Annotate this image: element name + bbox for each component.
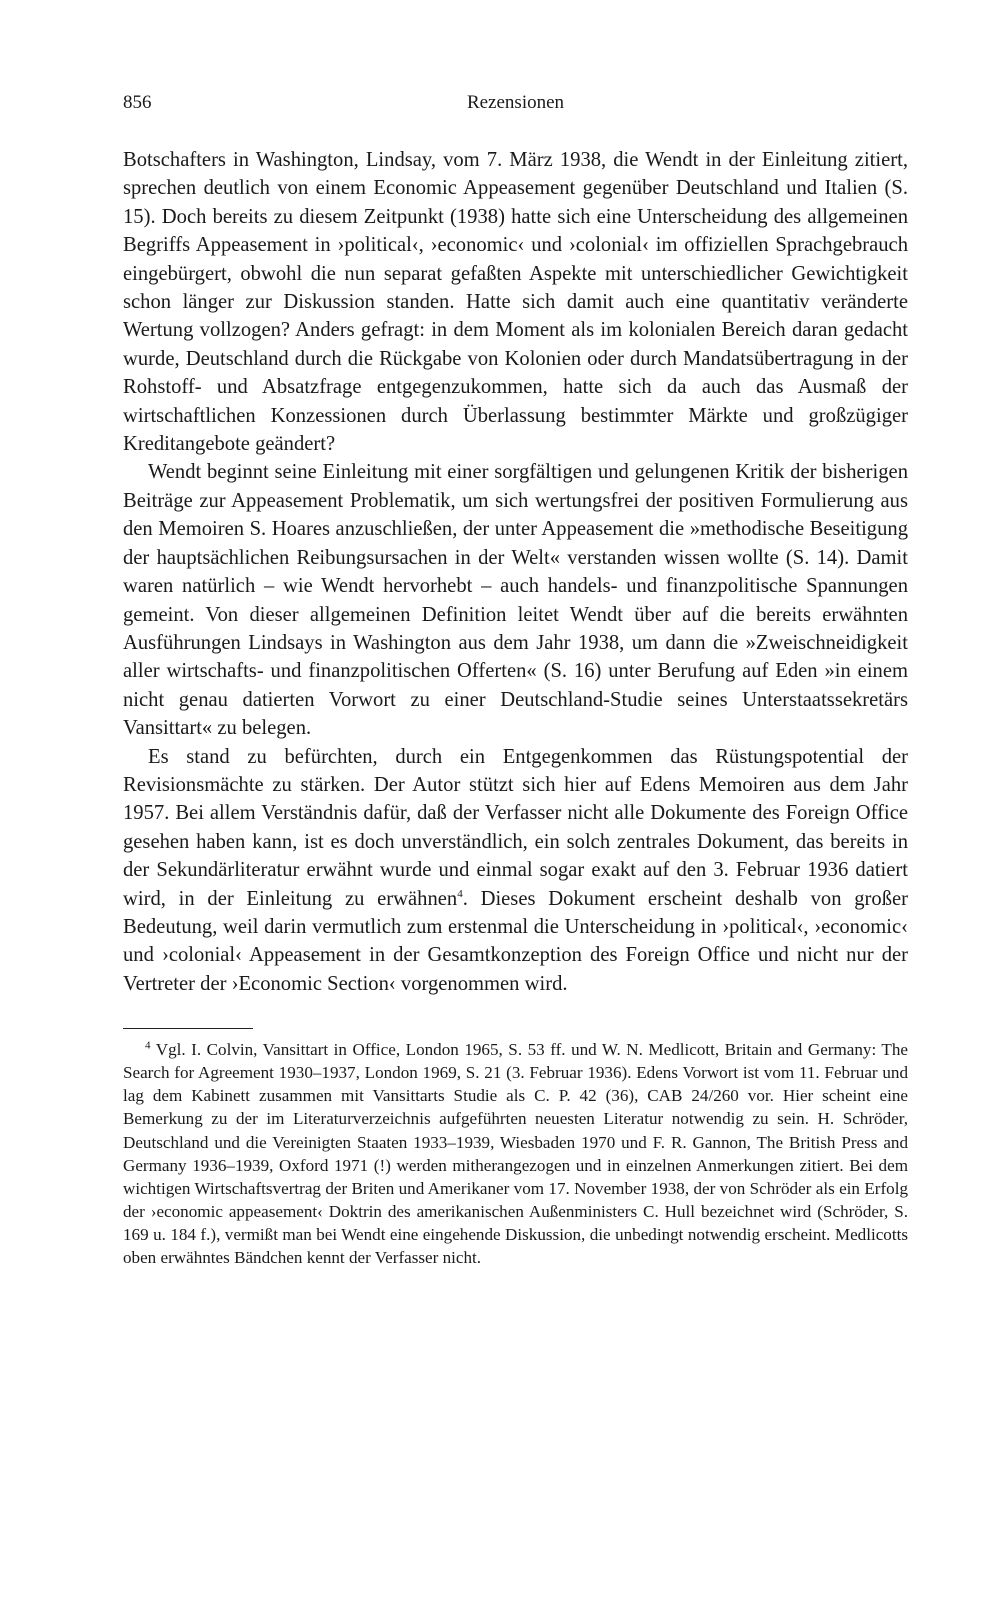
paragraph-3-part-2: . Dieses Dokument erscheint deshalb von großer Bedeutung, weil darin vermutlich zum erstenmal die Unterscheidung in ›political‹, ›economic‹ und ›colonial‹ Appeasement in der Gesamtkonzeption des Foreign Office und nicht nur der Vertreter der ›Economic Section‹ vorgenommen wird.	[123, 887, 908, 995]
paragraph-1: Botschafters in Washington, Lindsay, vom 7. März 1938, die Wendt in der Einleitung zitiert, sprechen deutlich von einem Economic Appeasement gegenüber Deutschland und Italien (S. 15). Doch bereits zu diesem Zeitpunkt (1938) hatte sich eine Unterscheidung des allgemeinen Begriffs Appeasement in ›political‹, ›economic‹ und ›colonial‹ im offiziellen Sprachgebrauch eingebürgert, obwohl die nun separat gefaßten Aspekte mit unterschiedlicher Gewichtigkeit schon länger zur Diskussion standen. Hatte sich damit auch eine quantitativ veränderte Wertung vollzogen? Anders gefragt: in dem Moment als im kolonialen Bereich daran gedacht wurde, Deutschland durch die Rückgabe von Kolonien oder durch Mandatsübertragung in der Rohstoff- und Absatzfrage entgegenzukommen, hatte sich da auch das Ausmaß der wirtschaftlichen Konzessionen durch Überlassung bestimmter Märkte und großzügiger Kreditangebote geändert?	[123, 149, 908, 456]
page-header	[123, 92, 908, 122]
paragraph-3-part-1: Es stand zu befürchten, durch ein Entgegenkommen das Rüstungspotential der Revisionsmächte zu stärken. Der Autor stützt sich hier auf Edens Memoiren aus dem Jahr 1957. Bei allem Verständnis dafür, daß der Verfasser nicht alle Dokumente des Foreign Office gesehen haben kann, ist es doch unverständlich, ein solch zentrales Dokument, das bereits in der Sekundärliteratur erwähnt wurde und einmal sogar exakt auf den 3. Februar 1936 datiert wird, in der Einleitung zu erwähnen	[123, 745, 908, 910]
running-head: Rezensionen	[466, 92, 565, 113]
footnote-divider	[123, 1028, 253, 1029]
footnote-reference: 4	[457, 887, 463, 900]
footnote-marker: 4	[145, 1039, 151, 1052]
book-page	[123, 92, 908, 1269]
paragraph-3	[123, 743, 908, 999]
page-number: 856	[123, 92, 152, 113]
body-text	[123, 146, 908, 998]
footnotes	[123, 1038, 908, 1269]
paragraph-2: Wendt beginnt seine Einleitung mit einer sorgfältigen und gelungenen Kritik der bisherigen Beiträge zur Appeasement Problematik, um sich wertungsfrei der positiven Formulierung aus den Memoiren S. Hoares anzuschließen, der unter Appeasement die »methodische Beseitigung der hauptsächlichen Reibungsursachen in der Welt« verstanden wissen wollte (S. 14). Damit waren natürlich – wie Wendt hervorhebt – auch handels- und finanzpolitische Spannungen gemeint. Von dieser allgemeinen Definition leitet Wendt über auf die bereits erwähnten Ausführungen Lindsays in Washington aus dem Jahr 1938, um dann die »Zweischneidigkeit aller wirtschafts- und finanzpolitischen Offerten« (S. 16) unter Berufung auf Eden »in einem nicht genau datierten Vorwort zu einer Deutschland-Studie seines Unterstaatssekretärs Vansittart« zu belegen.	[123, 461, 908, 740]
footnote-text: Vgl. I. Colvin, Vansittart in Office, London 1965, S. 53 ff. und W. N. Medlicott, Britain and Germany: The Search for Agreement 1930–1937, London 1969, S. 21 (3. Februar 1936). Edens Vorwort ist vom 11. Februar und lag dem Kabinett zusammen mit Vansittarts Studie als C. P. 42 (36), CAB 24/260 vor. Hier scheint eine Bemerkung zu der im Literaturverzeichnis aufgeführten neuesten Literatur notwendig zu sein. H. Schröder, Deutschland und die Vereinigten Staaten 1933–1939, Wiesbaden 1970 und F. R. Gannon, The British Press and Germany 1936–1939, Oxford 1971 (!) werden mitherangezogen und in einzelnen Anmerkungen zitiert. Bei dem wichtigen Wirtschaftsvertrag der Briten und Amerikaner vom 17. November 1938, der von Schröder als ein Erfolg der ›economic appeasement‹ Doktrin des amerikanischen Außenministers C. Hull bezeichnet wird (Schröder, S. 169 u. 184 f.), vermißt man bei Wendt eine eingehende Diskussion, die unbedingt notwendig erscheint. Medlicotts oben erwähntes Bändchen kennt der Verfasser nicht.	[123, 1040, 909, 1268]
footnote-4	[123, 1038, 908, 1269]
